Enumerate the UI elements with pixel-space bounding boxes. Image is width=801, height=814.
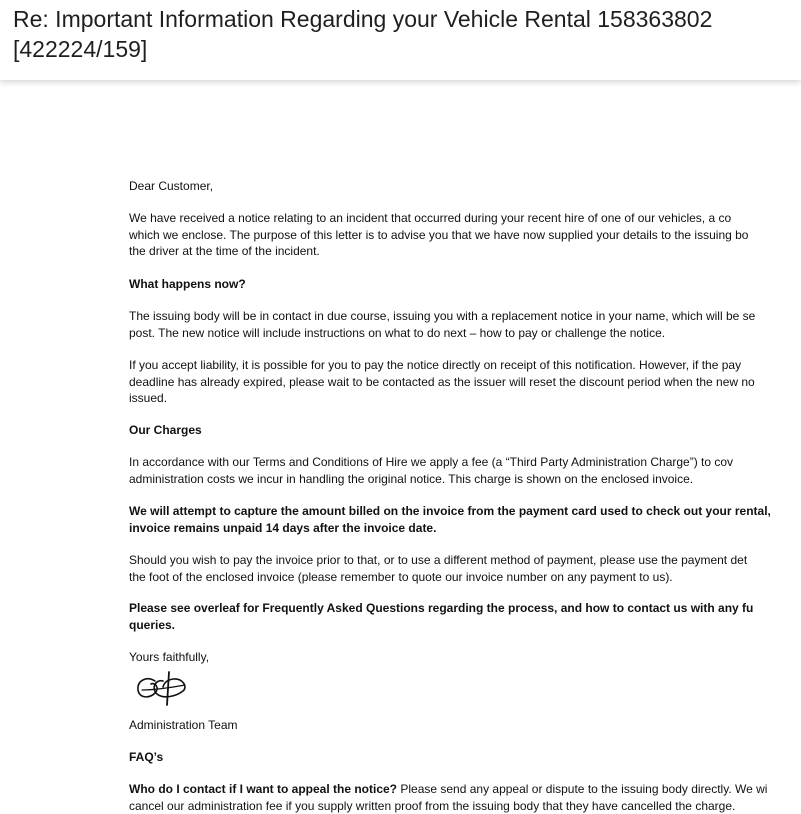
- capture-line: We will attempt to capture the amount billed on the invoice from the payment card used to check out your rental,: [129, 503, 771, 520]
- overleaf-line: queries.: [129, 617, 753, 634]
- accept-paragraph: [129, 357, 755, 407]
- faq-item: [129, 781, 767, 814]
- pay-paragraph: [129, 552, 747, 585]
- faq-line: cancel our administration fee if you supply written proof from the issuing body that they have cancelled the charge.: [129, 798, 767, 814]
- accept-line: If you accept liability, it is possible for you to pay the notice directly on receipt of this notification. However, if the pay: [129, 357, 755, 374]
- pay-line: Should you wish to pay the invoice prior to that, or to use a different method of payment, please use the payment det: [129, 552, 747, 569]
- faq-question: Who do I contact if I want to appeal the notice?: [129, 782, 397, 796]
- charges-paragraph: [129, 454, 733, 487]
- charges-line: administration costs we incur in handling the original notice. This charge is shown on the enclosed invoice.: [129, 471, 733, 488]
- intro-line: We have received a notice relating to an incident that occurred during your recent hire of one of our vehicles, a co: [129, 210, 748, 227]
- accept-line: issued.: [129, 390, 755, 407]
- intro-line: the driver at the time of the incident.: [129, 243, 748, 260]
- capture-paragraph: [129, 503, 771, 536]
- subject-line-1: Re: Important Information Regarding your Vehicle Rental 158363802: [13, 6, 712, 32]
- email-subject: [13, 4, 793, 64]
- intro-paragraph: [129, 210, 748, 260]
- heading-charges: Our Charges: [129, 422, 202, 439]
- overleaf-paragraph: [129, 600, 753, 633]
- happens-line: The issuing body will be in contact in due course, issuing you with a replacement notice in your name, which will be se: [129, 308, 755, 325]
- happens-paragraph: [129, 308, 755, 341]
- faq-answer: Please send any appeal or dispute to the issuing body directly. We wi: [397, 782, 767, 796]
- intro-line: which we enclose. The purpose of this letter is to advise you that we have now supplied your details to the issuing bo: [129, 227, 748, 244]
- charges-line: In accordance with our Terms and Conditions of Hire we apply a fee (a “Third Party Administration Charge”) to cov: [129, 454, 733, 471]
- email-header: [0, 0, 801, 80]
- accept-line: deadline has already expired, please wait to be contacted as the issuer will reset the discount period when the new no: [129, 374, 755, 391]
- overleaf-line: Please see overleaf for Frequently Asked Questions regarding the process, and how to contact us with any fu: [129, 600, 753, 617]
- subject-line-2: [422224/159]: [13, 36, 147, 62]
- faq-line: [129, 781, 767, 798]
- signoff: Administration Team: [129, 717, 238, 734]
- heading-faq: FAQ’s: [129, 749, 163, 766]
- pay-line: the foot of the enclosed invoice (please remember to quote our invoice number on any payment to us).: [129, 569, 747, 586]
- heading-what-happens: What happens now?: [129, 276, 246, 293]
- happens-line: post. The new notice will include instructions on what to do next – how to pay or challenge the notice.: [129, 325, 755, 342]
- greeting: Dear Customer,: [129, 178, 213, 195]
- signature-image: [133, 669, 189, 709]
- closing: Yours faithfully,: [129, 649, 209, 666]
- capture-line: invoice remains unpaid 14 days after the invoice date.: [129, 520, 771, 537]
